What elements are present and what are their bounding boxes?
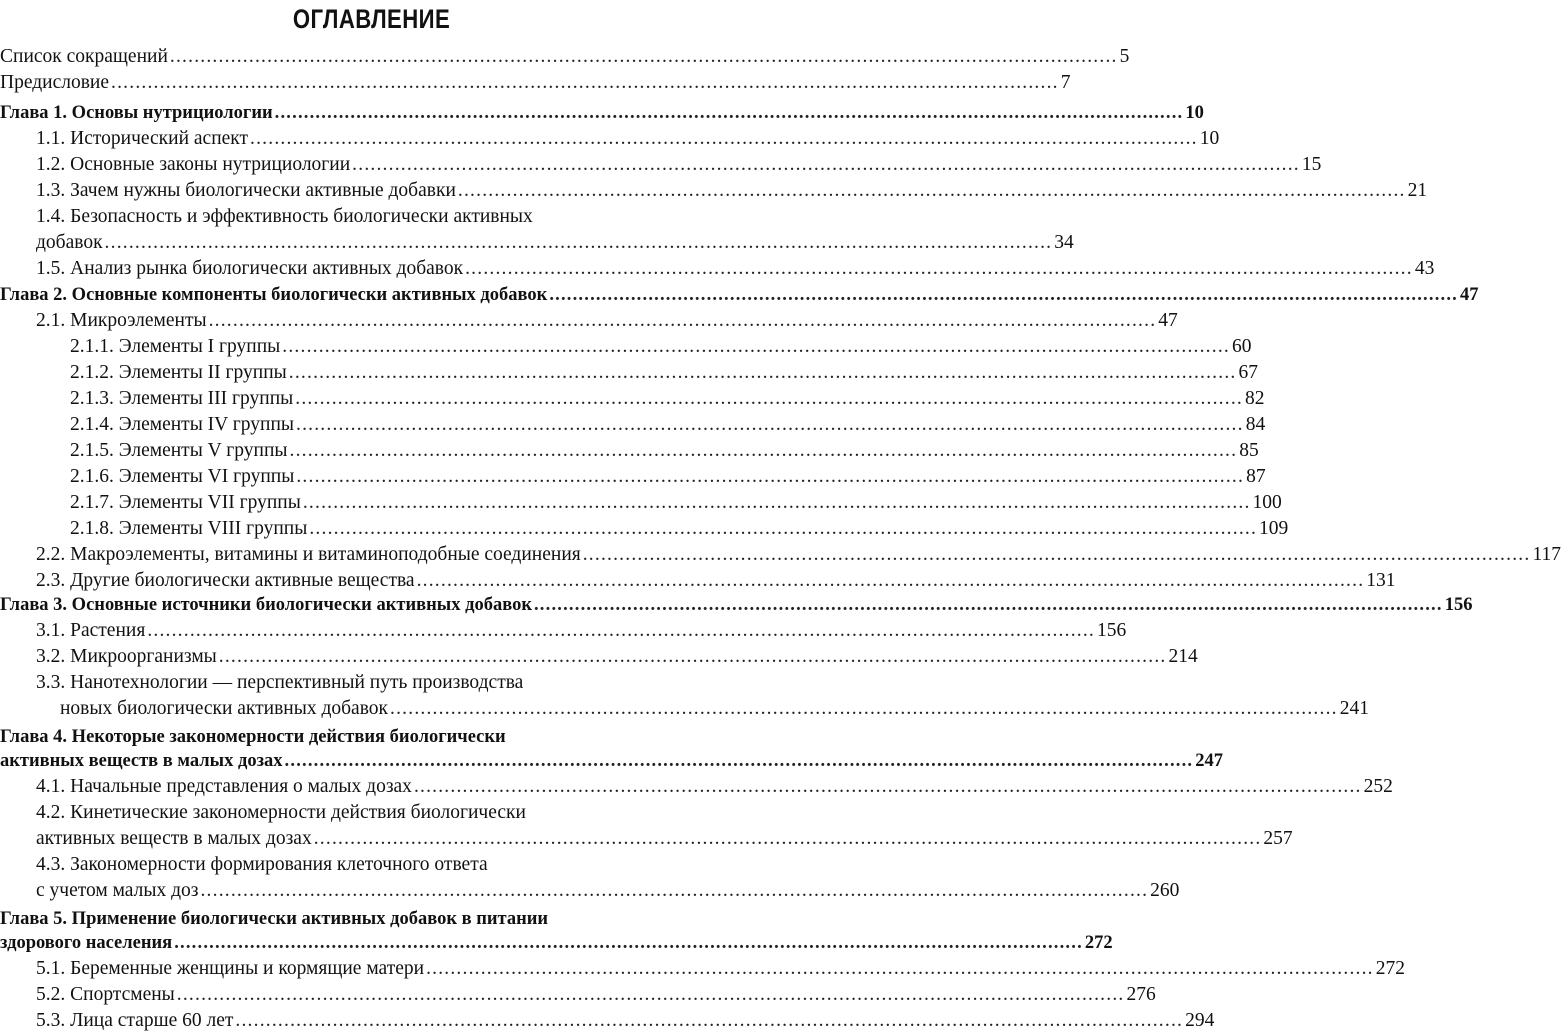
toc-entry-title: 3.1. Растения [36, 620, 146, 641]
dot-leader: ............................................................................................................................................................ [352, 154, 1300, 175]
toc-entry-title: 1.2. Основные законы нутрициологии [36, 154, 351, 175]
toc-entry[interactable] [70, 438, 1259, 464]
dot-leader: ............................................................................................................................................................ [296, 466, 1245, 487]
toc-entry[interactable] [36, 644, 1198, 670]
dot-leader: ............................................................................................................................................................ [457, 180, 1406, 201]
toc-entry-title[interactable]: 1.4. Безопасность и эффективность биологически активных [36, 206, 533, 227]
dot-leader: ............................................................................................................................................................ [218, 646, 1167, 667]
toc-entry[interactable] [70, 464, 1266, 490]
dot-leader: ............................................................................................................................................................ [208, 310, 1157, 331]
toc-entry[interactable] [36, 256, 1435, 282]
toc-entry[interactable] [36, 1008, 1215, 1034]
dot-leader: ............................................................................................................................................................ [176, 984, 1125, 1005]
toc-entry-page: 294 [1185, 1010, 1215, 1031]
toc-entry-page: 156 [1444, 595, 1473, 615]
toc-entry-title: 5.2. Спортсмены [36, 984, 175, 1005]
toc-entry-title: 1.5. Анализ рынка биологически активных добавок [36, 258, 464, 279]
toc-chapter-entry[interactable] [0, 282, 1479, 308]
toc-entry-title: 3.2. Микроорганизмы [36, 646, 217, 667]
dot-leader: ............................................................................................................................................................ [288, 362, 1237, 383]
dot-leader: ............................................................................................................................................................ [465, 258, 1413, 279]
toc-chapter-entry[interactable] [0, 930, 1113, 956]
toc-entry-page: 60 [1231, 336, 1252, 357]
dot-leader: ............................................................................................................................................................ [169, 46, 1118, 67]
toc-entry[interactable] [36, 956, 1406, 982]
toc-entry-title: Глава 3. Основные источники биологически активных добавок [0, 595, 532, 615]
dot-leader: ............................................................................................................................................................ [147, 620, 1096, 641]
dot-leader: ............................................................................................................................................................ [282, 336, 1230, 357]
toc-entry-page: 43 [1414, 258, 1435, 279]
toc-entry-title: 1.1. Исторический аспект [36, 128, 249, 149]
toc-entry-page: 47 [1158, 310, 1178, 331]
dot-leader: ............................................................................................................................................................ [250, 128, 1198, 149]
toc-entry-title-continued: активных веществ в малых дозах [0, 751, 283, 771]
toc-entry-title: 5.1. Беременные женщины и кормящие матери [36, 958, 425, 979]
toc-entry-title[interactable]: 3.3. Нанотехнологии — перспективный путь производства [36, 672, 524, 693]
toc-entry[interactable] [70, 412, 1266, 438]
dot-leader: ............................................................................................................................................................ [274, 103, 1184, 123]
toc-entry-page: 252 [1363, 776, 1393, 797]
dot-leader: ............................................................................................................................................................ [309, 518, 1258, 539]
toc-entry-title: Глава 1. Основы нутрициологии [0, 103, 273, 123]
toc-entry[interactable] [36, 230, 1074, 256]
dot-leader: ............................................................................................................................................................ [295, 388, 1243, 409]
dot-leader: ............................................................................................................................................................ [235, 1010, 1184, 1031]
dot-leader: ............................................................................................................................................................ [296, 414, 1244, 435]
toc-entry-title: 2.1. Микроэлементы [36, 310, 207, 331]
dot-leader: ............................................................................................................................................................ [413, 776, 1362, 797]
toc-entry[interactable] [36, 878, 1180, 904]
dot-leader: ............................................................................................................................................................ [284, 751, 1194, 771]
toc-entry-page: 5 [1119, 46, 1130, 67]
dot-leader: ............................................................................................................................................................ [313, 828, 1262, 849]
toc-entry-title-continued: новых биологически активных добавок [60, 698, 389, 719]
toc-entry[interactable] [36, 618, 1127, 644]
toc-entry-page: 241 [1339, 698, 1369, 719]
toc-entry[interactable] [70, 490, 1282, 516]
toc-entry-page: 67 [1238, 362, 1258, 383]
dot-leader: ............................................................................................................................................................ [174, 933, 1083, 953]
toc-entry-title: Глава 2. Основные компоненты биологически активных добавок [0, 285, 548, 305]
toc-entry-page: 7 [1060, 72, 1071, 93]
toc-entry-title-continued: здорового населения [0, 933, 173, 953]
toc-entry-title: 2.2. Макроэлементы, витамины и витаминоподобные соединения [36, 544, 581, 565]
toc-chapter-entry[interactable] [0, 748, 1223, 774]
toc-entry-page: 276 [1126, 984, 1156, 1005]
toc-entry-page: 100 [1252, 492, 1282, 513]
toc-entry[interactable] [0, 44, 1130, 70]
dot-leader: ............................................................................................................................................................ [289, 440, 1238, 461]
toc-entry-title: 1.3. Зачем нужны биологически активные добавки [36, 180, 456, 201]
toc-entry[interactable] [36, 542, 1561, 568]
toc-entry-title: Список сокращений [0, 46, 168, 67]
toc-entry-page: 82 [1244, 388, 1265, 409]
toc-entry-title: 5.3. Лица старше 60 лет [36, 1010, 234, 1031]
toc-chapter-title[interactable]: Глава 4. Некоторые закономерности действия биологически [0, 727, 506, 747]
toc-entry-title: 2.3. Другие биологически активные вещества [36, 570, 415, 591]
toc-entry-title[interactable]: 4.2. Кинетические закономерности действия биологически [36, 802, 526, 823]
dot-leader: ............................................................................................................................................................ [200, 880, 1149, 901]
toc-entry[interactable] [36, 774, 1393, 800]
toc-entry[interactable] [36, 178, 1428, 204]
toc-entry-page: 247 [1195, 751, 1223, 771]
toc-entry-title: 2.1.7. Элементы VII группы [70, 492, 301, 513]
toc-entry-page: 272 [1375, 958, 1406, 979]
dot-leader: ............................................................................................................................................................ [426, 958, 1374, 979]
dot-leader: ............................................................................................................................................................ [302, 492, 1251, 513]
dot-leader: ............................................................................................................................................................ [390, 698, 1338, 719]
toc-entry-title: 4.1. Начальные представления о малых дозах [36, 776, 412, 797]
toc-entry-page: 10 [1199, 128, 1220, 149]
toc-entry[interactable] [36, 982, 1156, 1008]
toc-entry-page: 131 [1366, 570, 1396, 591]
dot-leader: ............................................................................................................................................................ [416, 570, 1365, 591]
toc-entry-page: 84 [1245, 414, 1266, 435]
toc-entry[interactable] [60, 696, 1369, 722]
toc-entry-title: 2.1.5. Элементы V группы [70, 440, 288, 461]
page-title: ОГЛАВЛЕНИЕ [292, 4, 451, 34]
toc-entry-page: 117 [1532, 544, 1561, 565]
toc-entry[interactable] [70, 360, 1258, 386]
toc-entry-title-continued: активных веществ в малых дозах [36, 828, 312, 849]
toc-entry-title: 2.1.1. Элементы I группы [70, 336, 281, 357]
toc-entry-title[interactable]: 4.3. Закономерности формирования клеточного ответа [36, 854, 488, 875]
toc-entry-page: 87 [1246, 466, 1266, 487]
dot-leader: ............................................................................................................................................................ [582, 544, 1531, 565]
toc-entry-title: 2.1.2. Элементы II группы [70, 362, 287, 383]
toc-entry-title: 2.1.3. Элементы III группы [70, 388, 294, 409]
toc-entry[interactable] [70, 386, 1265, 412]
toc-entry-page: 260 [1150, 880, 1180, 901]
toc-entry[interactable] [70, 516, 1289, 542]
toc-entry-page: 109 [1259, 518, 1289, 539]
toc-entry-page: 156 [1097, 620, 1127, 641]
toc-entry-page: 257 [1263, 828, 1293, 849]
toc-entry-title: Предисловие [0, 72, 110, 93]
toc-entry-page: 21 [1407, 180, 1428, 201]
toc-entry[interactable] [0, 70, 1071, 96]
toc-entry-page: 15 [1301, 154, 1322, 175]
toc-entry-title-continued: с учетом малых доз [36, 880, 199, 901]
toc-entry-page: 10 [1185, 103, 1204, 123]
toc-entry-title-continued: добавок [36, 232, 103, 253]
toc-entry[interactable] [70, 334, 1252, 360]
dot-leader: ............................................................................................................................................................ [549, 285, 1459, 305]
toc-entry-title: 2.1.6. Элементы VI группы [70, 466, 295, 487]
toc-entry-page: 214 [1168, 646, 1198, 667]
toc-entry-page: 47 [1460, 285, 1479, 305]
toc-chapter-entry[interactable] [0, 100, 1204, 126]
toc-entry-title: 2.1.8. Элементы VIII группы [70, 518, 308, 539]
toc-chapter-entry[interactable] [0, 592, 1473, 618]
dot-leader: ............................................................................................................................................................ [533, 595, 1443, 615]
toc-chapter-title[interactable]: Глава 5. Применение биологически активных добавок в питании [0, 909, 549, 929]
toc-entry[interactable] [36, 308, 1178, 334]
toc-entry[interactable] [36, 568, 1396, 594]
dot-leader: ............................................................................................................................................................ [111, 72, 1059, 93]
toc-entry[interactable] [36, 126, 1220, 152]
toc-entry-title: 2.1.4. Элементы IV группы [70, 414, 294, 435]
toc-entry-page: 85 [1239, 440, 1259, 461]
toc-entry[interactable] [36, 152, 1322, 178]
toc-entry-page: 272 [1084, 933, 1113, 953]
toc-entry[interactable] [36, 826, 1293, 852]
dot-leader: ............................................................................................................................................................ [104, 232, 1053, 253]
toc-entry-page: 34 [1054, 232, 1074, 253]
